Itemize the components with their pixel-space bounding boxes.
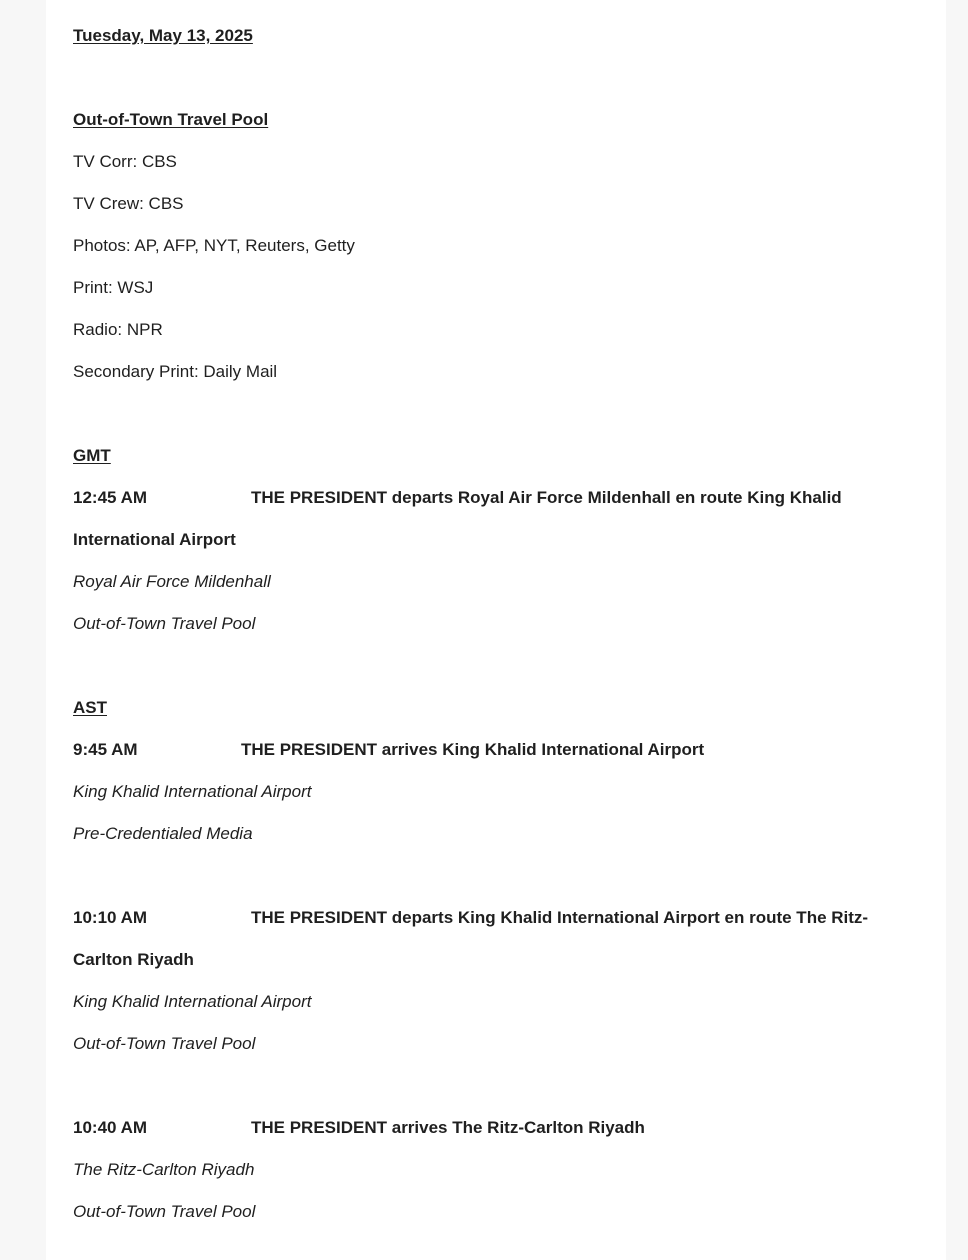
schedule-content bbox=[73, 15, 923, 1233]
event-description: THE PRESIDENT departs Royal Air Force Mildenhall en route King Khalid International Airport bbox=[73, 488, 842, 549]
event-location: The Ritz-Carlton Riyadh bbox=[73, 1160, 255, 1179]
pool-member-radio: Radio: NPR bbox=[73, 320, 163, 339]
schedule-page bbox=[46, 0, 946, 1260]
event-time: 12:45 AM bbox=[73, 488, 148, 507]
event-location: Royal Air Force Mildenhall bbox=[73, 572, 271, 591]
event-time: 9:45 AM bbox=[73, 740, 138, 759]
event-entry bbox=[73, 477, 923, 561]
spacer bbox=[73, 1065, 923, 1107]
pool-heading: Out-of-Town Travel Pool bbox=[73, 110, 269, 129]
pool-member-tv-corr: TV Corr: CBS bbox=[73, 152, 177, 171]
event-coverage: Out-of-Town Travel Pool bbox=[73, 1202, 256, 1221]
pool-member-print: Print: WSJ bbox=[73, 278, 154, 297]
event-entry bbox=[73, 729, 923, 771]
event-description: THE PRESIDENT arrives The Ritz-Carlton Riyadh bbox=[251, 1118, 645, 1137]
spacer bbox=[73, 855, 923, 897]
event-coverage: Out-of-Town Travel Pool bbox=[73, 614, 256, 633]
timezone-heading-ast: AST bbox=[73, 698, 107, 717]
event-time: 10:10 AM bbox=[73, 908, 148, 927]
spacer bbox=[73, 645, 923, 687]
event-entry bbox=[73, 897, 923, 981]
event-description: THE PRESIDENT arrives King Khalid International Airport bbox=[241, 740, 705, 759]
spacer bbox=[73, 393, 923, 435]
event-entry bbox=[73, 1107, 923, 1149]
spacer bbox=[73, 57, 923, 99]
event-location: King Khalid International Airport bbox=[73, 992, 312, 1011]
pool-member-tv-crew: TV Crew: CBS bbox=[73, 194, 184, 213]
event-time: 10:40 AM bbox=[73, 1118, 148, 1137]
event-location: King Khalid International Airport bbox=[73, 782, 312, 801]
event-coverage: Pre-Credentialed Media bbox=[73, 824, 253, 843]
schedule-date: Tuesday, May 13, 2025 bbox=[73, 26, 253, 45]
pool-member-secondary-print: Secondary Print: Daily Mail bbox=[73, 362, 278, 381]
pool-member-photos: Photos: AP, AFP, NYT, Reuters, Getty bbox=[73, 236, 355, 255]
event-coverage: Out-of-Town Travel Pool bbox=[73, 1034, 256, 1053]
event-description: THE PRESIDENT departs King Khalid International Airport en route The Ritz-Carlton Riyadh bbox=[73, 908, 869, 969]
timezone-heading-gmt: GMT bbox=[73, 446, 111, 465]
